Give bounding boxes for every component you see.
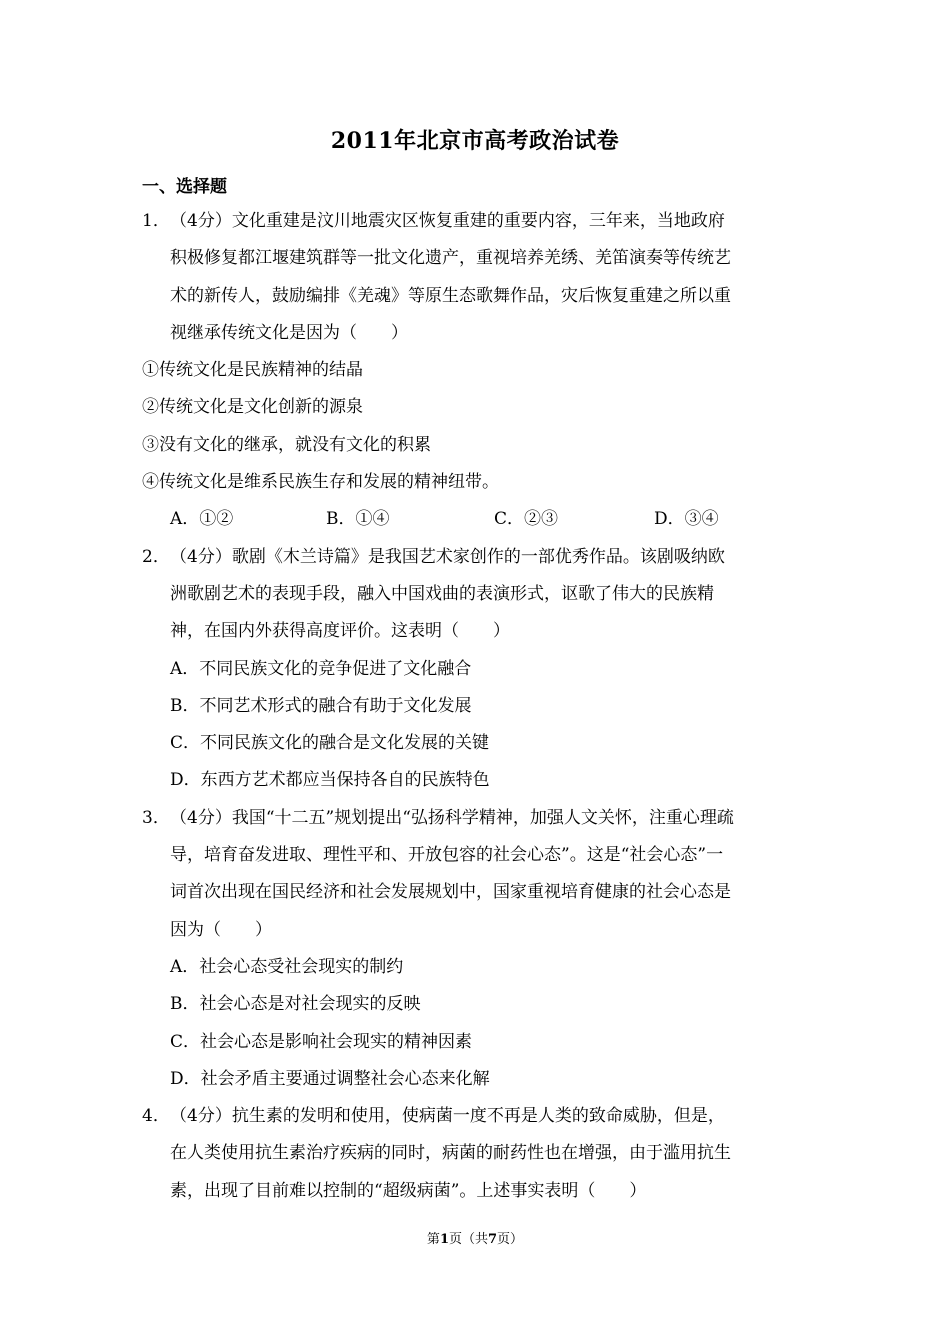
option-b: B．不同艺术形式的融合有助于文化发展 <box>170 695 472 716</box>
question-text-line: （4分）歌剧《木兰诗篇》是我国艺术家创作的一部优秀作品。该剧吸纳欧 <box>170 546 725 567</box>
question-text-line: 视继承传统文化是因为（ ） <box>170 322 408 343</box>
question-number: 1． <box>142 211 170 231</box>
option-c: C．②③ <box>494 509 559 530</box>
question-text-line: （4分）文化重建是汶川地震灾区恢复重建的重要内容，三年来，当地政府 <box>170 211 725 231</box>
statement: ①传统文化是民族精神的结晶 <box>142 360 363 381</box>
question-text-line: （4分）抗生素的发明和使用，使病菌一度不再是人类的致命威胁，但是， <box>170 1106 725 1127</box>
question-text-line: 素，出现了目前难以控制的“超级病菌”。上述事实表明（ ） <box>170 1180 647 1201</box>
option-a: A．社会心态受社会现实的制约 <box>170 956 404 977</box>
question-1 <box>142 203 810 352</box>
statement: ②传统文化是文化创新的源泉 <box>142 397 363 418</box>
question-4 <box>142 1098 810 1210</box>
question-number: 3． <box>142 807 170 828</box>
question-2 <box>142 539 810 651</box>
option-row <box>142 501 810 538</box>
option-a: A．①② <box>170 509 234 530</box>
question-number: 2． <box>142 546 170 567</box>
question-text-line: 词首次出现在国民经济和社会发展规划中，国家重视培育健康的社会心态是 <box>170 882 731 903</box>
section-heading: 一、选择题 <box>142 177 227 197</box>
statement: ④传统文化是维系民族生存和发展的精神纽带。 <box>142 472 499 493</box>
question-text-line: 术的新传人，鼓励编排《羌魂》等原生态歌舞作品，灾后恢复重建之所以重 <box>170 285 731 306</box>
option-d: D．东西方艺术都应当保持各自的民族特色 <box>170 770 490 791</box>
question-text-line: 积极修复都江堰建筑群等一批文化遗产，重视培养羌绣、羌笛演奏等传统艺 <box>170 248 731 269</box>
question-3 <box>142 800 810 949</box>
question-number: 4． <box>142 1106 170 1127</box>
question-text-line: 在人类使用抗生素治疗疾病的同时，病菌的耐药性也在增强，由于滥用抗生 <box>170 1143 731 1164</box>
question-text-line: 因为（ ） <box>170 919 272 940</box>
question-text-line: 导，培育奋发进取、理性平和、开放包容的社会心态”。这是“社会心态”一 <box>170 845 724 866</box>
option-a: A．不同民族文化的竞争促进了文化融合 <box>170 658 472 679</box>
questions <box>142 203 810 1210</box>
question-text-line: 神，在国内外获得高度评价。这表明（ ） <box>170 621 510 642</box>
option-d: D．社会矛盾主要通过调整社会心态来化解 <box>170 1068 490 1089</box>
footer-prefix: 第 <box>426 1232 440 1247</box>
question-text-line: 洲歌剧艺术的表现手段，融入中国戏曲的表演形式，讴歌了伟大的民族精 <box>170 583 714 604</box>
option-c: C．社会心态是影响社会现实的精神因素 <box>170 1031 473 1052</box>
page-title: 2011年北京市高考政治试卷 <box>330 128 620 154</box>
page-number: 1 <box>439 1232 449 1247</box>
option-b: B．①④ <box>326 509 390 530</box>
page-footer <box>0 1228 950 1247</box>
footer-suffix: 页） <box>497 1232 524 1247</box>
statement: ③没有文化的继承，就没有文化的积累 <box>142 434 431 455</box>
total-pages: 7 <box>488 1232 498 1247</box>
option-d: D．③④ <box>654 509 719 530</box>
option-b: B．社会心态是对社会现实的反映 <box>170 994 421 1015</box>
question-text-line: （4分）我国“十二五”规划提出“弘扬科学精神，加强人文关怀，注重心理疏 <box>170 807 734 828</box>
option-c: C．不同民族文化的融合是文化发展的关键 <box>170 733 490 754</box>
footer-middle: 页（共 <box>448 1232 488 1247</box>
